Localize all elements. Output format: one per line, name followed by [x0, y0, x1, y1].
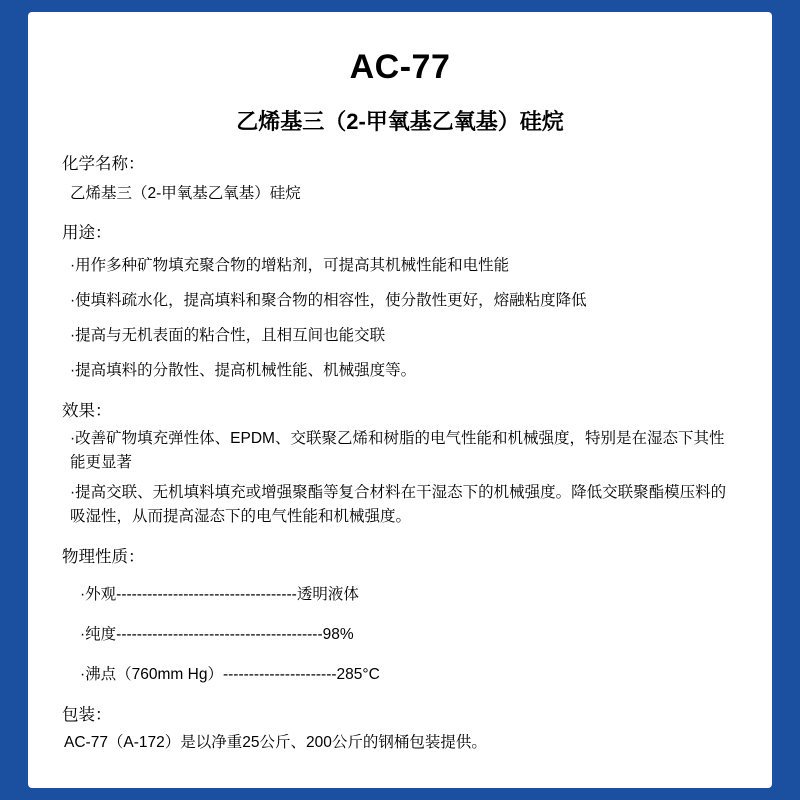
section-chemical-name — [62, 150, 738, 205]
uses-item: ·提高与无机表面的粘合性，且相互间也能交联 — [70, 327, 386, 345]
packaging-heading: 包装： — [62, 706, 112, 725]
section-uses — [62, 219, 738, 383]
physical-property-boiling-point: ·沸点（760mm Hg）----------------------285°C — [80, 666, 380, 684]
uses-item: ·用作多种矿物填充聚合物的增粘剂，可提高其机械性能和电性能 — [70, 257, 510, 275]
chemical-name-value: 乙烯基三（2-甲氧基乙氧基）硅烷 — [70, 185, 301, 202]
effects-item: ·提高交联、无机填料填充或增强聚酯等复合材料在干湿态下的机械强度。降低交联聚酯模压料的吸湿性，从而提高湿态下的电气性能和机械强度。 — [70, 484, 727, 526]
section-effects — [62, 397, 738, 529]
effects-heading: 效果： — [62, 402, 112, 421]
product-datasheet — [28, 12, 772, 788]
page-title: AC-77 — [349, 48, 451, 86]
chemical-name-heading: 化学名称： — [62, 155, 145, 173]
uses-item: ·使填料疏水化，提高填料和聚合物的相容性，使分散性更好，熔融粘度降低 — [70, 292, 587, 310]
packaging-value: AC-77（A-172）是以净重25公斤、200公斤的钢桶包装提供。 — [64, 734, 487, 752]
section-physical-properties — [62, 543, 738, 687]
section-packaging — [62, 701, 738, 754]
effects-item: ·改善矿物填充弹性体、EPDM、交联聚乙烯和树脂的电气性能和机械强度，特别是在湿态下其性能更显著 — [70, 430, 725, 472]
uses-item: ·提高填料的分散性、提高机械性能、机械强度等。 — [70, 362, 417, 380]
product-chinese-name: 乙烯基三（2-甲氧基乙氧基）硅烷 — [236, 109, 564, 134]
physical-property-appearance: ·外观-----------------------------------透明液体 — [80, 586, 359, 604]
physical-property-purity: ·纯度----------------------------------------98% — [80, 626, 354, 644]
physical-properties-heading: 物理性质： — [62, 548, 145, 567]
uses-heading: 用途： — [62, 224, 112, 243]
